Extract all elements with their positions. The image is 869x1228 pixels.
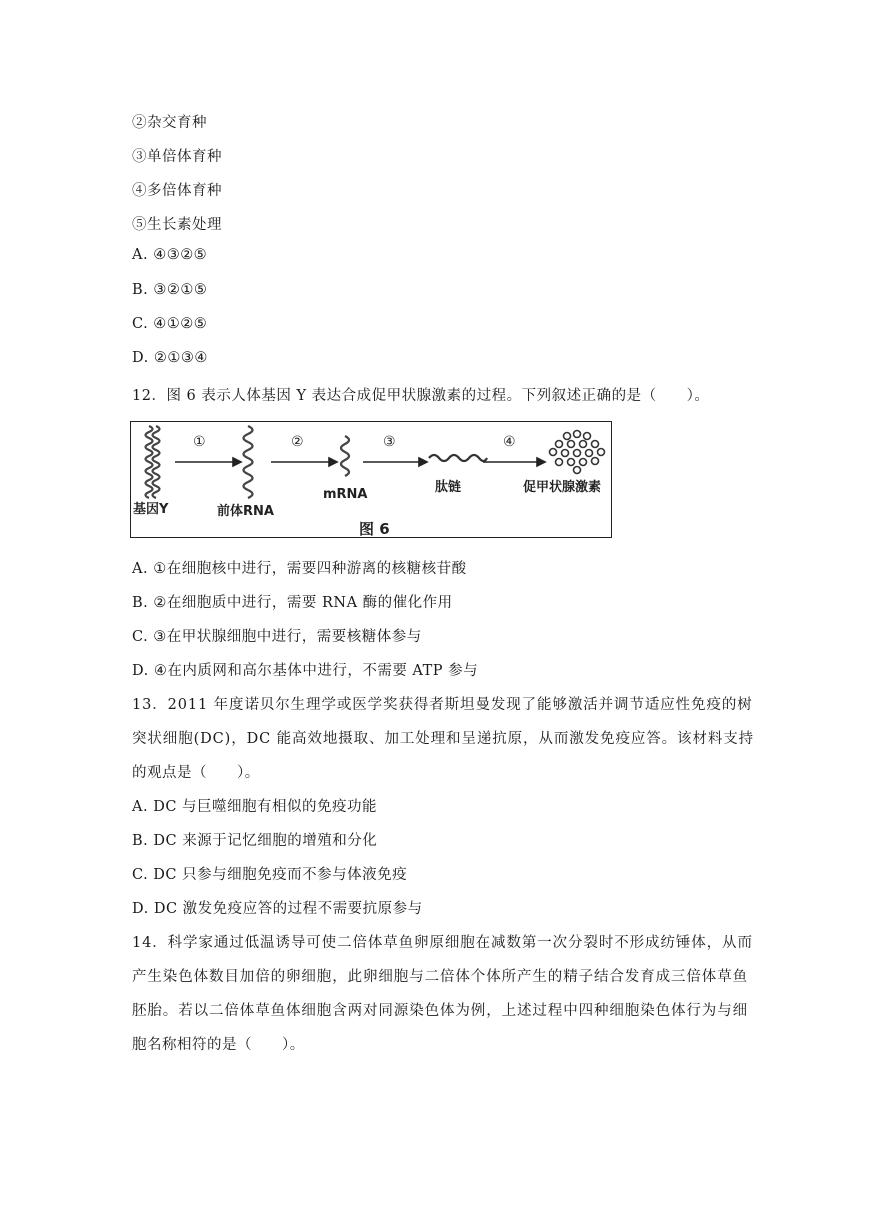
peptide-chain [429,455,487,461]
q14-stem-line-1: 14．科学家通过低温诱导可使二倍体草鱼卵原细胞在减数第一次分裂时不形成纺锤体，从而 [132,935,753,951]
pre-rna-label: 前体RNA [217,504,274,519]
hormone-label: 促甲状腺激素 [523,480,602,495]
q11-choice-b: B. ③②①⑤ [132,282,208,298]
q13-choice-a: A. DC 与巨噬细胞有相似的免疫功能 [132,799,378,815]
q12-choice-a: A. ①在细胞核中进行，需要四种游离的核糖核苷酸 [132,561,467,577]
step-2-label: ② [291,434,304,450]
q13-choice-b: B. DC 来源于记忆细胞的增殖和分化 [132,833,378,849]
q12-choice-d: D. ④在内质网和高尔基体中进行，不需要 ATP 参与 [132,663,479,679]
q13-stem-line-2: 突状细胞(DC)，DC 能高效地摄取、加工处理和呈递抗原，从而激发免疫应答。该材料支持 [132,731,755,747]
gene-y-label: 基因Y [133,502,169,517]
q14-stem-line-4: 胞名称相符的是（ ）。 [132,1037,305,1053]
q13-choice-d: D. DC 激发免疫应答的过程不需要抗原参与 [132,901,423,917]
q12-stem: 12．图 6 表示人体基因 Y 表达合成促甲状腺激素的过程。下列叙述正确的是（ ）。 [132,388,710,404]
option-haploid-breeding: ③单倍体育种 [132,149,222,165]
figure-6-gene-expression [130,421,612,538]
figure-caption: 图 6 [359,520,390,538]
option-hybrid-breeding: ②杂交育种 [132,115,207,131]
q12-choice-b: B. ②在细胞质中进行，需要 RNA 酶的催化作用 [132,595,453,611]
step-4-label: ④ [503,434,516,450]
step-1-label: ① [193,434,206,450]
q11-choice-a: A. ④③②⑤ [132,247,208,263]
hormone-molecules [550,431,605,474]
gene-y-helix [146,426,160,498]
q11-choice-d: D. ②①③④ [132,350,208,366]
option-auxin-treatment: ⑤生长素处理 [132,217,222,233]
step-3-label: ③ [383,434,396,450]
q11-choice-c: C. ④①②⑤ [132,316,208,332]
q14-stem-line-3: 胚胎。若以二倍体草鱼体细胞含两对同源染色体为例，上述过程中四种细胞染色体行为与细 [132,1003,748,1019]
mrna-label: mRNA [323,487,368,502]
q14-stem-line-2: 产生染色体数目加倍的卵细胞，此卵细胞与二倍体个体所产生的精子结合发育成三倍体草鱼 [132,969,748,985]
q13-choice-c: C. DC 只参与细胞免疫而不参与体液免疫 [132,867,408,883]
peptide-label: 肽链 [435,480,462,495]
mrna-strand [341,436,349,476]
q13-stem-line-1: 13．2011 年度诺贝尔生理学或医学奖获得者斯坦曼发现了能够激活并调节适应性免疫的树 [132,697,753,713]
option-polyploid-breeding: ④多倍体育种 [132,183,222,199]
pre-rna-strand [244,426,253,498]
q12-choice-c: C. ③在甲状腺细胞中进行，需要核糖体参与 [132,629,422,645]
q13-stem-line-3: 的观点是（ ）。 [132,765,260,781]
